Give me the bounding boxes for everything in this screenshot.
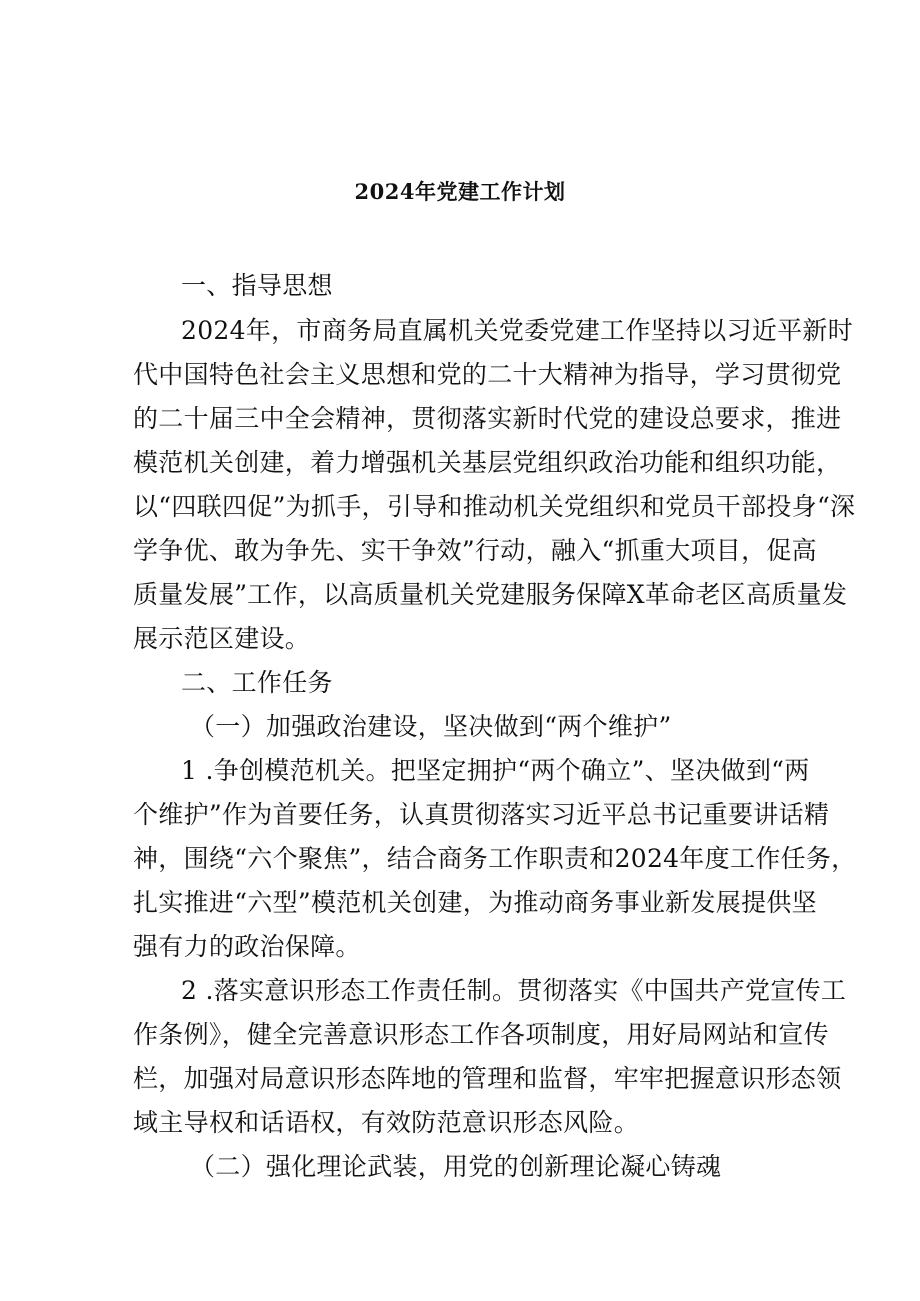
document-title: 2024年党建工作计划: [354, 179, 566, 204]
paragraph-line: 个维护”作为首要任务，认真贯彻落实习近平总书记重要讲话精: [133, 800, 830, 829]
paragraph-line: 扎实推进“六型”模范机关创建，为推动商务事业新发展提供坚: [133, 888, 817, 917]
paragraph-line: 2024年，市商务局直属机关党委党建工作坚持以习近平新时: [181, 316, 854, 345]
subsection-heading-theory-arming: （二）强化理论武装，用党的创新理论凝心铸魂: [190, 1152, 722, 1181]
paragraph-line: 1 .争创模范机关。把坚定拥护“两个确立”、坚决做到“两: [181, 756, 810, 785]
paragraph-line: 代中国特色社会主义思想和党的二十大精神为指导，学习贯彻党: [133, 360, 842, 389]
subsection-heading-political-building: （一）加强政治建设，坚决做到“两个维护”: [190, 712, 672, 741]
paragraph-line: 神，围绕“六个聚焦”，结合商务工作职责和2024年度工作任务，: [133, 844, 857, 873]
paragraph-line: 展示范区建设。: [133, 624, 311, 653]
section-heading-guiding-ideology: 一、指导思想: [181, 271, 333, 300]
paragraph-line: 模范机关创建，着力增强机关基层党组织政治功能和组织功能，: [133, 448, 842, 477]
paragraph-line: 栏，加强对局意识形态阵地的管理和监督，牢牢把握意识形态领: [133, 1064, 842, 1093]
paragraph-line: 学争优、敢为争先、实干争效”行动，融入“抓重大项目，促高: [133, 536, 817, 565]
paragraph-line: 强有力的政治保障。: [133, 932, 361, 961]
paragraph-line: 作条例》，健全完善意识形态工作各项制度，用好局网站和宣传: [133, 1020, 829, 1049]
paragraph-line: 以“四联四促”为抓手，引导和推动机关党组织和党员干部投身“深: [133, 492, 856, 521]
paragraph-line: 的二十届三中全会精神，贯彻落实新时代党的建设总要求，推进: [133, 404, 842, 433]
paragraph-line: 域主导权和话语权，有效防范意识形态风险。: [133, 1108, 640, 1137]
section-heading-work-tasks: 二、工作任务: [181, 668, 333, 697]
paragraph-line: 质量发展”工作，以高质量机关党建服务保障X革命老区高质量发: [133, 580, 848, 609]
paragraph-line: 2 .落实意识形态工作责任制。贯彻落实《中国共产党宣传工: [181, 976, 847, 1005]
